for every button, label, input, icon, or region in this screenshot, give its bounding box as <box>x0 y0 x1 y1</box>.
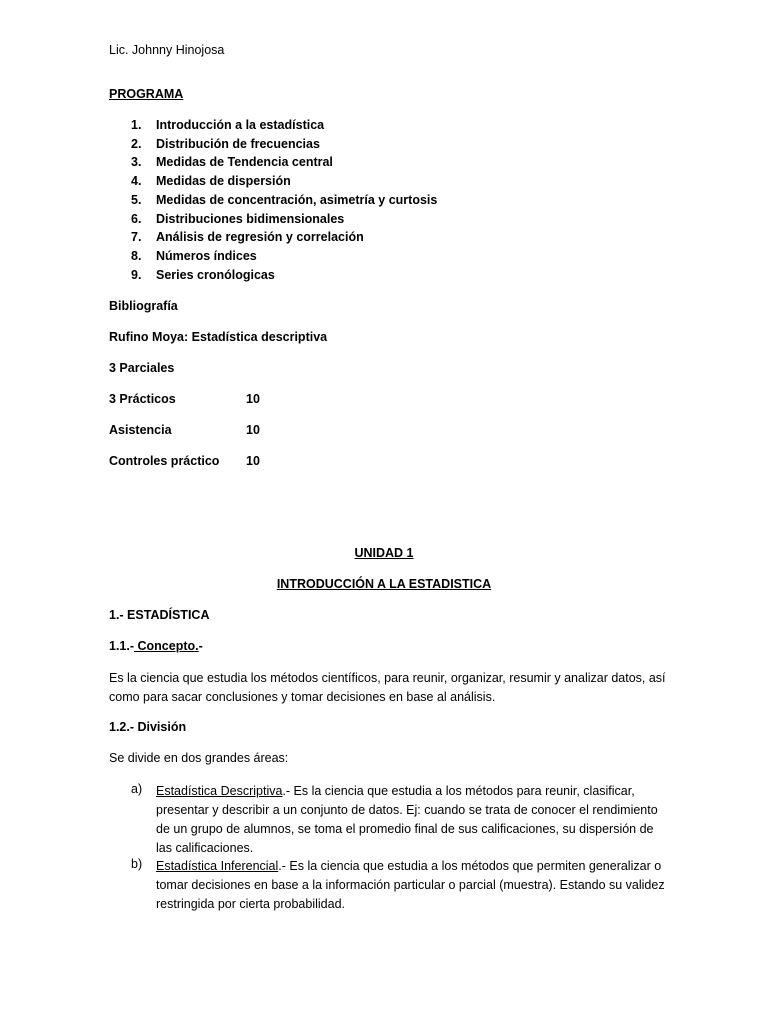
list-item: Medidas de dispersión <box>156 174 291 188</box>
list-item-number: 4. <box>131 174 142 188</box>
grading-value: 10 <box>246 454 260 468</box>
parciales-label: 3 Parciales <box>109 361 175 375</box>
list-item <box>156 782 666 858</box>
division-term: Estadística Inferencial <box>156 859 279 873</box>
list-item: Medidas de Tendencia central <box>156 155 333 169</box>
list-item-number: 8. <box>131 249 142 263</box>
section-number: 1.1.- <box>109 639 135 653</box>
section-heading-estadistica: 1.- ESTADÍSTICA <box>109 608 210 622</box>
grading-label: Asistencia <box>109 423 172 437</box>
section-suffix: - <box>198 639 203 653</box>
list-item-number: 1. <box>131 118 142 132</box>
grading-label: Controles práctico <box>109 454 220 468</box>
list-item: Distribuciones bidimensionales <box>156 212 345 226</box>
division-term: Estadística Descriptiva <box>156 784 283 798</box>
list-item-number: 3. <box>131 155 142 169</box>
division-description: .- Es la ciencia que estudia a los métodos que permiten generalizar o tomar decisiones en base a la información particular o parcial (muestra). Estando su validez restringida por cierta probabilidad. <box>156 859 665 911</box>
list-item-number: 7. <box>131 230 142 244</box>
list-item-number: 9. <box>131 268 142 282</box>
list-item-number: 6. <box>131 212 142 226</box>
list-item: Series cronólogicas <box>156 268 275 282</box>
concept-paragraph: Es la ciencia que estudia los métodos científicos, para reunir, organizar, resumir y analizar datos, así como para sacar conclusiones y tomar decisiones en base al análisis. <box>109 671 666 704</box>
grading-value: 10 <box>246 423 260 437</box>
grading-label: 3 Prácticos <box>109 392 176 406</box>
list-item-marker: a) <box>131 782 143 796</box>
list-item: Introducción a la estadística <box>156 118 325 132</box>
list-item: Distribución de frecuencias <box>156 137 320 151</box>
list-item-marker: b) <box>131 857 143 871</box>
list-item <box>156 857 666 914</box>
list-item: Números índices <box>156 249 257 263</box>
section-title: Concepto. <box>134 639 199 653</box>
list-item: Medidas de concentración, asimetría y curtosis <box>156 193 438 207</box>
unit-subtitle: INTRODUCCIÓN A LA ESTADISTICA <box>276 577 492 591</box>
bibliografia-entry: Rufino Moya: Estadística descriptiva <box>109 330 328 344</box>
author-name: Lic. Johnny Hinojosa <box>109 43 225 57</box>
section-heading-concepto <box>109 639 203 653</box>
unit-title: UNIDAD 1 <box>354 546 414 560</box>
list-item: Análisis de regresión y correlación <box>156 230 364 244</box>
division-description: .- Es la ciencia que estudia a los métodos para reunir, clasificar, presentar y describir a un conjunto de datos. Ej: cuando se trata de conocer el rendimiento de un grupo de alumnos, se toma el promedio final de sus calificaciones, su dispersión de las calificaciones. <box>156 784 658 855</box>
grading-value: 10 <box>246 392 260 406</box>
section-heading-division: 1.2.- División <box>109 720 187 734</box>
programa-heading: PROGRAMA <box>109 87 184 101</box>
list-item-number: 5. <box>131 193 142 207</box>
bibliografia-heading: Bibliografía <box>109 299 178 313</box>
division-intro: Se divide en dos grandes áreas: <box>109 751 289 765</box>
list-item-number: 2. <box>131 137 142 151</box>
